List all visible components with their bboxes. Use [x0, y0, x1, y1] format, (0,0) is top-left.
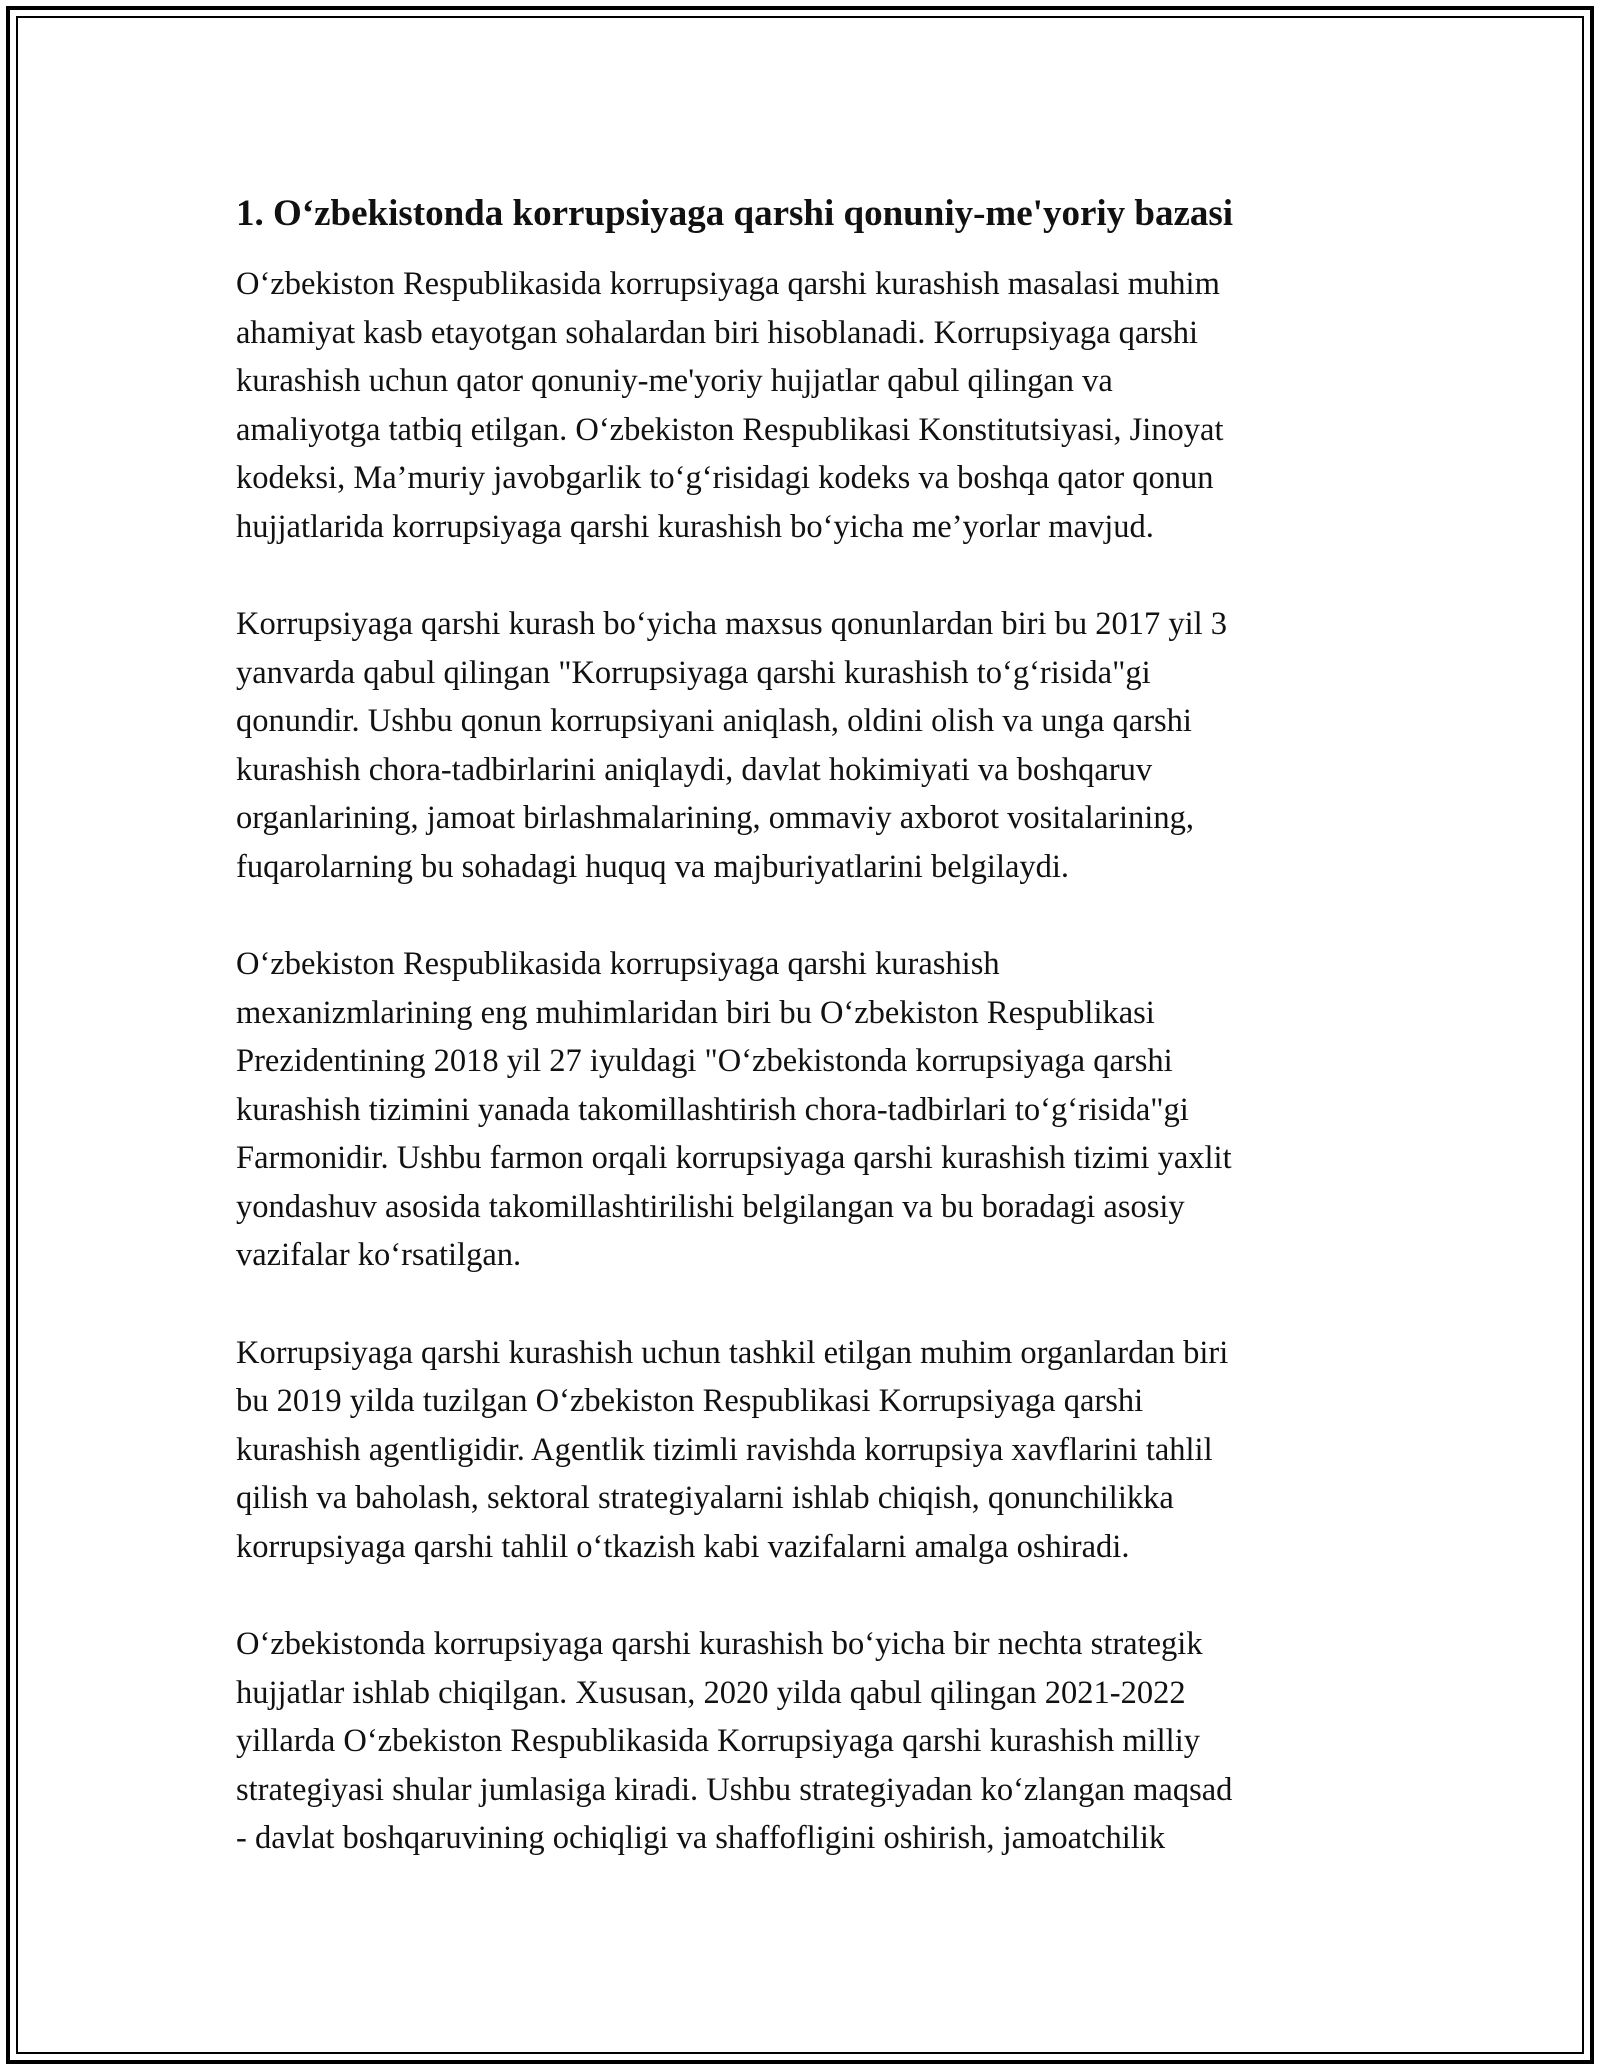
paragraph-presidential-decree	[236, 940, 1366, 1280]
text-line: yillarda O‘zbekiston Respublikasida Korrupsiyaga qarshi kurashish milliy	[236, 1723, 1200, 1759]
text-line: Prezidentining 2018 yil 27 iyuldagi "O‘zbekistonda korrupsiyaga qarshi	[236, 1043, 1173, 1079]
paragraph-anticorruption-agency	[236, 1329, 1366, 1572]
text-line: - davlat boshqaruvining ochiqligi va shaffofligini oshirish, jamoatchilik	[236, 1820, 1166, 1856]
text-line: kodeksi, Ma’muriy javobgarlik to‘g‘risidagi kodeks va boshqa qator qonun	[236, 460, 1214, 496]
text-line: ahamiyat kasb etayotgan sohalardan biri hisoblanadi. Korrupsiyaga qarshi	[236, 314, 1199, 351]
text-line: Korrupsiyaga qarshi kurash bo‘yicha maxsus qonunlardan biri bu 2017 yil 3	[236, 606, 1228, 642]
paragraph-national-strategy	[236, 1620, 1366, 1863]
text-line: kurashish chora-tadbirlarini aniqlaydi, davlat hokimiyati va boshqaruv	[236, 751, 1153, 788]
text-line: korrupsiyaga qarshi tahlil o‘tkazish kabi vazifalarni amalga oshiradi.	[236, 1528, 1130, 1565]
text-line: yanvarda qabul qilingan "Korrupsiyaga qarshi kurashish to‘g‘risida"gi	[236, 654, 1151, 691]
text-line: kurashish agentligidir. Agentlik tizimli ravishda korrupsiya xavflarini tahlil	[236, 1431, 1213, 1468]
text-line: yondashuv asosida takomillashtirilishi belgilangan va bu boradagi asosiy	[236, 1188, 1185, 1225]
text-line: strategiyasi shular jumlasiga kiradi. Ushbu strategiyadan ko‘zlangan maqsad	[236, 1771, 1233, 1808]
text-line: kurashish uchun qator qonuniy-me'yoriy hujjatlar qabul qilingan va	[236, 363, 1113, 399]
text-line: Korrupsiyaga qarshi kurashish uchun tashkil etilgan muhim organlardan biri	[236, 1334, 1229, 1371]
text-line: O‘zbekiston Respublikasida korrupsiyaga qarshi kurashish masalasi muhim	[236, 266, 1220, 302]
text-line: kurashish tizimini yanada takomillashtirish chora-tadbirlari to‘g‘risida"gi	[236, 1091, 1189, 1128]
text-line: vazifalar ko‘rsatilgan.	[236, 1237, 522, 1273]
document-body	[236, 190, 1366, 1912]
text-line: qilish va baholash, sektoral strategiyalarni ishlab chiqish, qonunchilikka	[236, 1480, 1174, 1516]
text-line: hujjatlar ishlab chiqilgan. Xususan, 2020 yilda qabul qilingan 2021-2022	[236, 1674, 1186, 1711]
text-line: amaliyotga tatbiq etilgan. O‘zbekiston Respublikasi Konstitutsiyasi, Jinoyat	[236, 411, 1224, 448]
text-line: O‘zbekiston Respublikasida korrupsiyaga qarshi kurashish	[236, 946, 1000, 982]
section-heading: 1. O‘zbekistonda korrupsiyaga qarshi qonuniy-me'yoriy bazasi	[236, 193, 1234, 234]
text-line: organlarining, jamoat birlashmalarining, ommaviy axborot vositalarining,	[236, 800, 1194, 836]
text-line: hujjatlarida korrupsiyaga qarshi kurashish bo‘yicha me’yorlar mavjud.	[236, 508, 1154, 545]
text-line: O‘zbekistonda korrupsiyaga qarshi kurashish bo‘yicha bir nechta strategik	[236, 1626, 1203, 1662]
text-line: mexanizmlarining eng muhimlaridan biri bu O‘zbekiston Respublikasi	[236, 994, 1155, 1031]
text-line: bu 2019 yilda tuzilgan O‘zbekiston Respublikasi Korrupsiyaga qarshi	[236, 1383, 1144, 1419]
text-line: Farmonidir. Ushbu farmon orqali korrupsiyaga qarshi kurashish tizimi yaxlit	[236, 1140, 1232, 1176]
text-line: qonundir. Ushbu qonun korrupsiyani aniqlash, oldini olish va unga qarshi	[236, 703, 1192, 739]
paragraph-legal-framework	[236, 260, 1366, 551]
text-line: fuqarolarning bu sohadagi huquq va majburiyatlarini belgilaydi.	[236, 848, 1070, 885]
paragraph-anticorruption-law	[236, 600, 1366, 891]
